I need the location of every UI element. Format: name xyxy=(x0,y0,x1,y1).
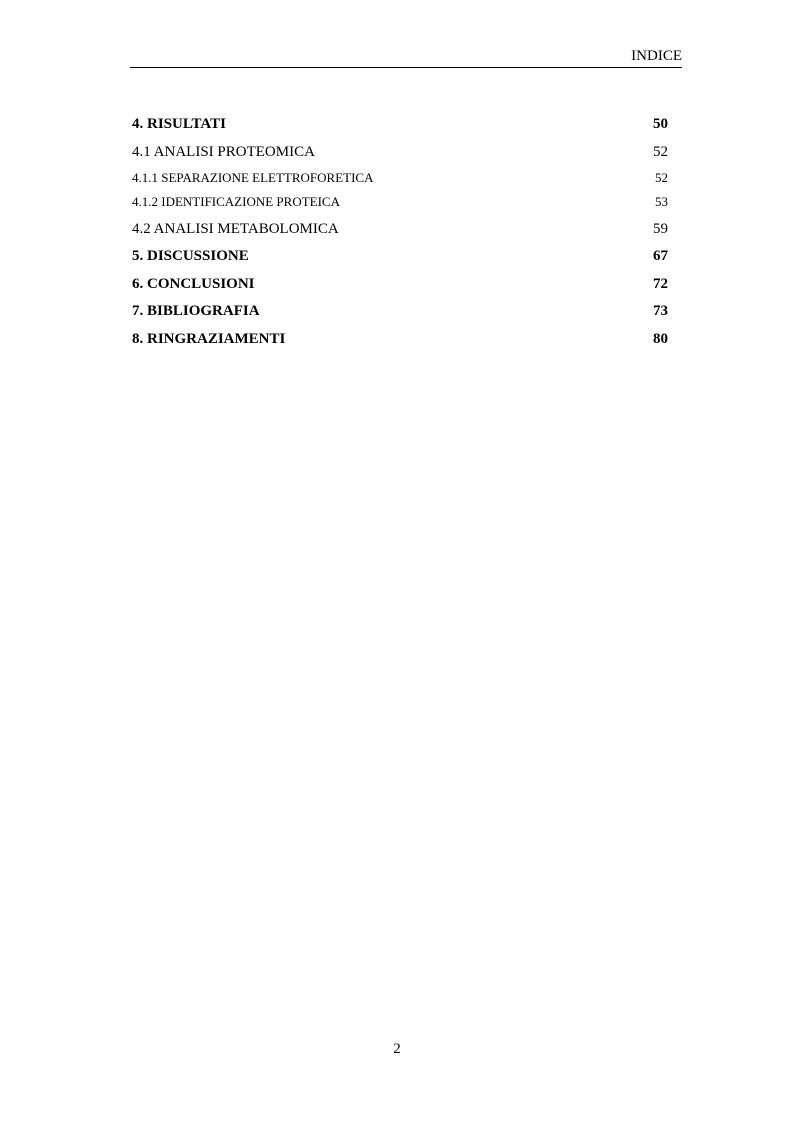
toc-entry-separazione-elettroforetica[interactable] xyxy=(132,170,668,186)
running-header-title: INDICE xyxy=(631,48,682,64)
toc-entry-page: 59 xyxy=(653,221,668,237)
toc-entry-label: 4.1.1 SEPARAZIONE ELETTROFORETICA xyxy=(132,170,374,185)
toc-entry-page: 80 xyxy=(653,331,668,347)
toc-entry-label: 4.1.2 IDENTIFICAZIONE PROTEICA xyxy=(132,194,340,209)
toc-entry-label: 4.2 ANALISI METABOLOMICA xyxy=(132,221,339,237)
toc-entry-conclusioni[interactable] xyxy=(132,275,668,293)
toc-entry-ringraziamenti[interactable] xyxy=(132,330,668,348)
toc-entry-label: 7. BIBLIOGRAFIA xyxy=(132,303,260,319)
toc-entry-page: 67 xyxy=(653,248,668,264)
page-number: 2 xyxy=(393,1041,401,1057)
toc-entry-page: 73 xyxy=(653,303,668,319)
toc-entry-label: 5. DISCUSSIONE xyxy=(132,248,249,264)
toc-entry-label: 4.1 ANALISI PROTEOMICA xyxy=(132,144,315,160)
toc-entry-identificazione-proteica[interactable] xyxy=(132,194,668,210)
toc-entry-risultati[interactable] xyxy=(132,115,668,133)
toc-entry-analisi-proteomica[interactable] xyxy=(132,143,668,161)
toc-entry-bibliografia[interactable] xyxy=(132,302,668,320)
toc-entry-page: 72 xyxy=(653,276,668,292)
toc-entry-page: 52 xyxy=(655,170,668,185)
toc-entry-label: 4. RISULTATI xyxy=(132,116,226,132)
toc-entry-page: 52 xyxy=(653,144,668,160)
toc-entry-page: 53 xyxy=(655,194,668,209)
toc-entry-page: 50 xyxy=(653,116,668,132)
header-rule xyxy=(130,67,682,68)
toc-entry-analisi-metabolomica[interactable] xyxy=(132,220,668,238)
toc-entry-label: 6. CONCLUSIONI xyxy=(132,276,255,292)
toc-entry-discussione[interactable] xyxy=(132,247,668,265)
toc-entry-label: 8. RINGRAZIAMENTI xyxy=(132,331,286,347)
